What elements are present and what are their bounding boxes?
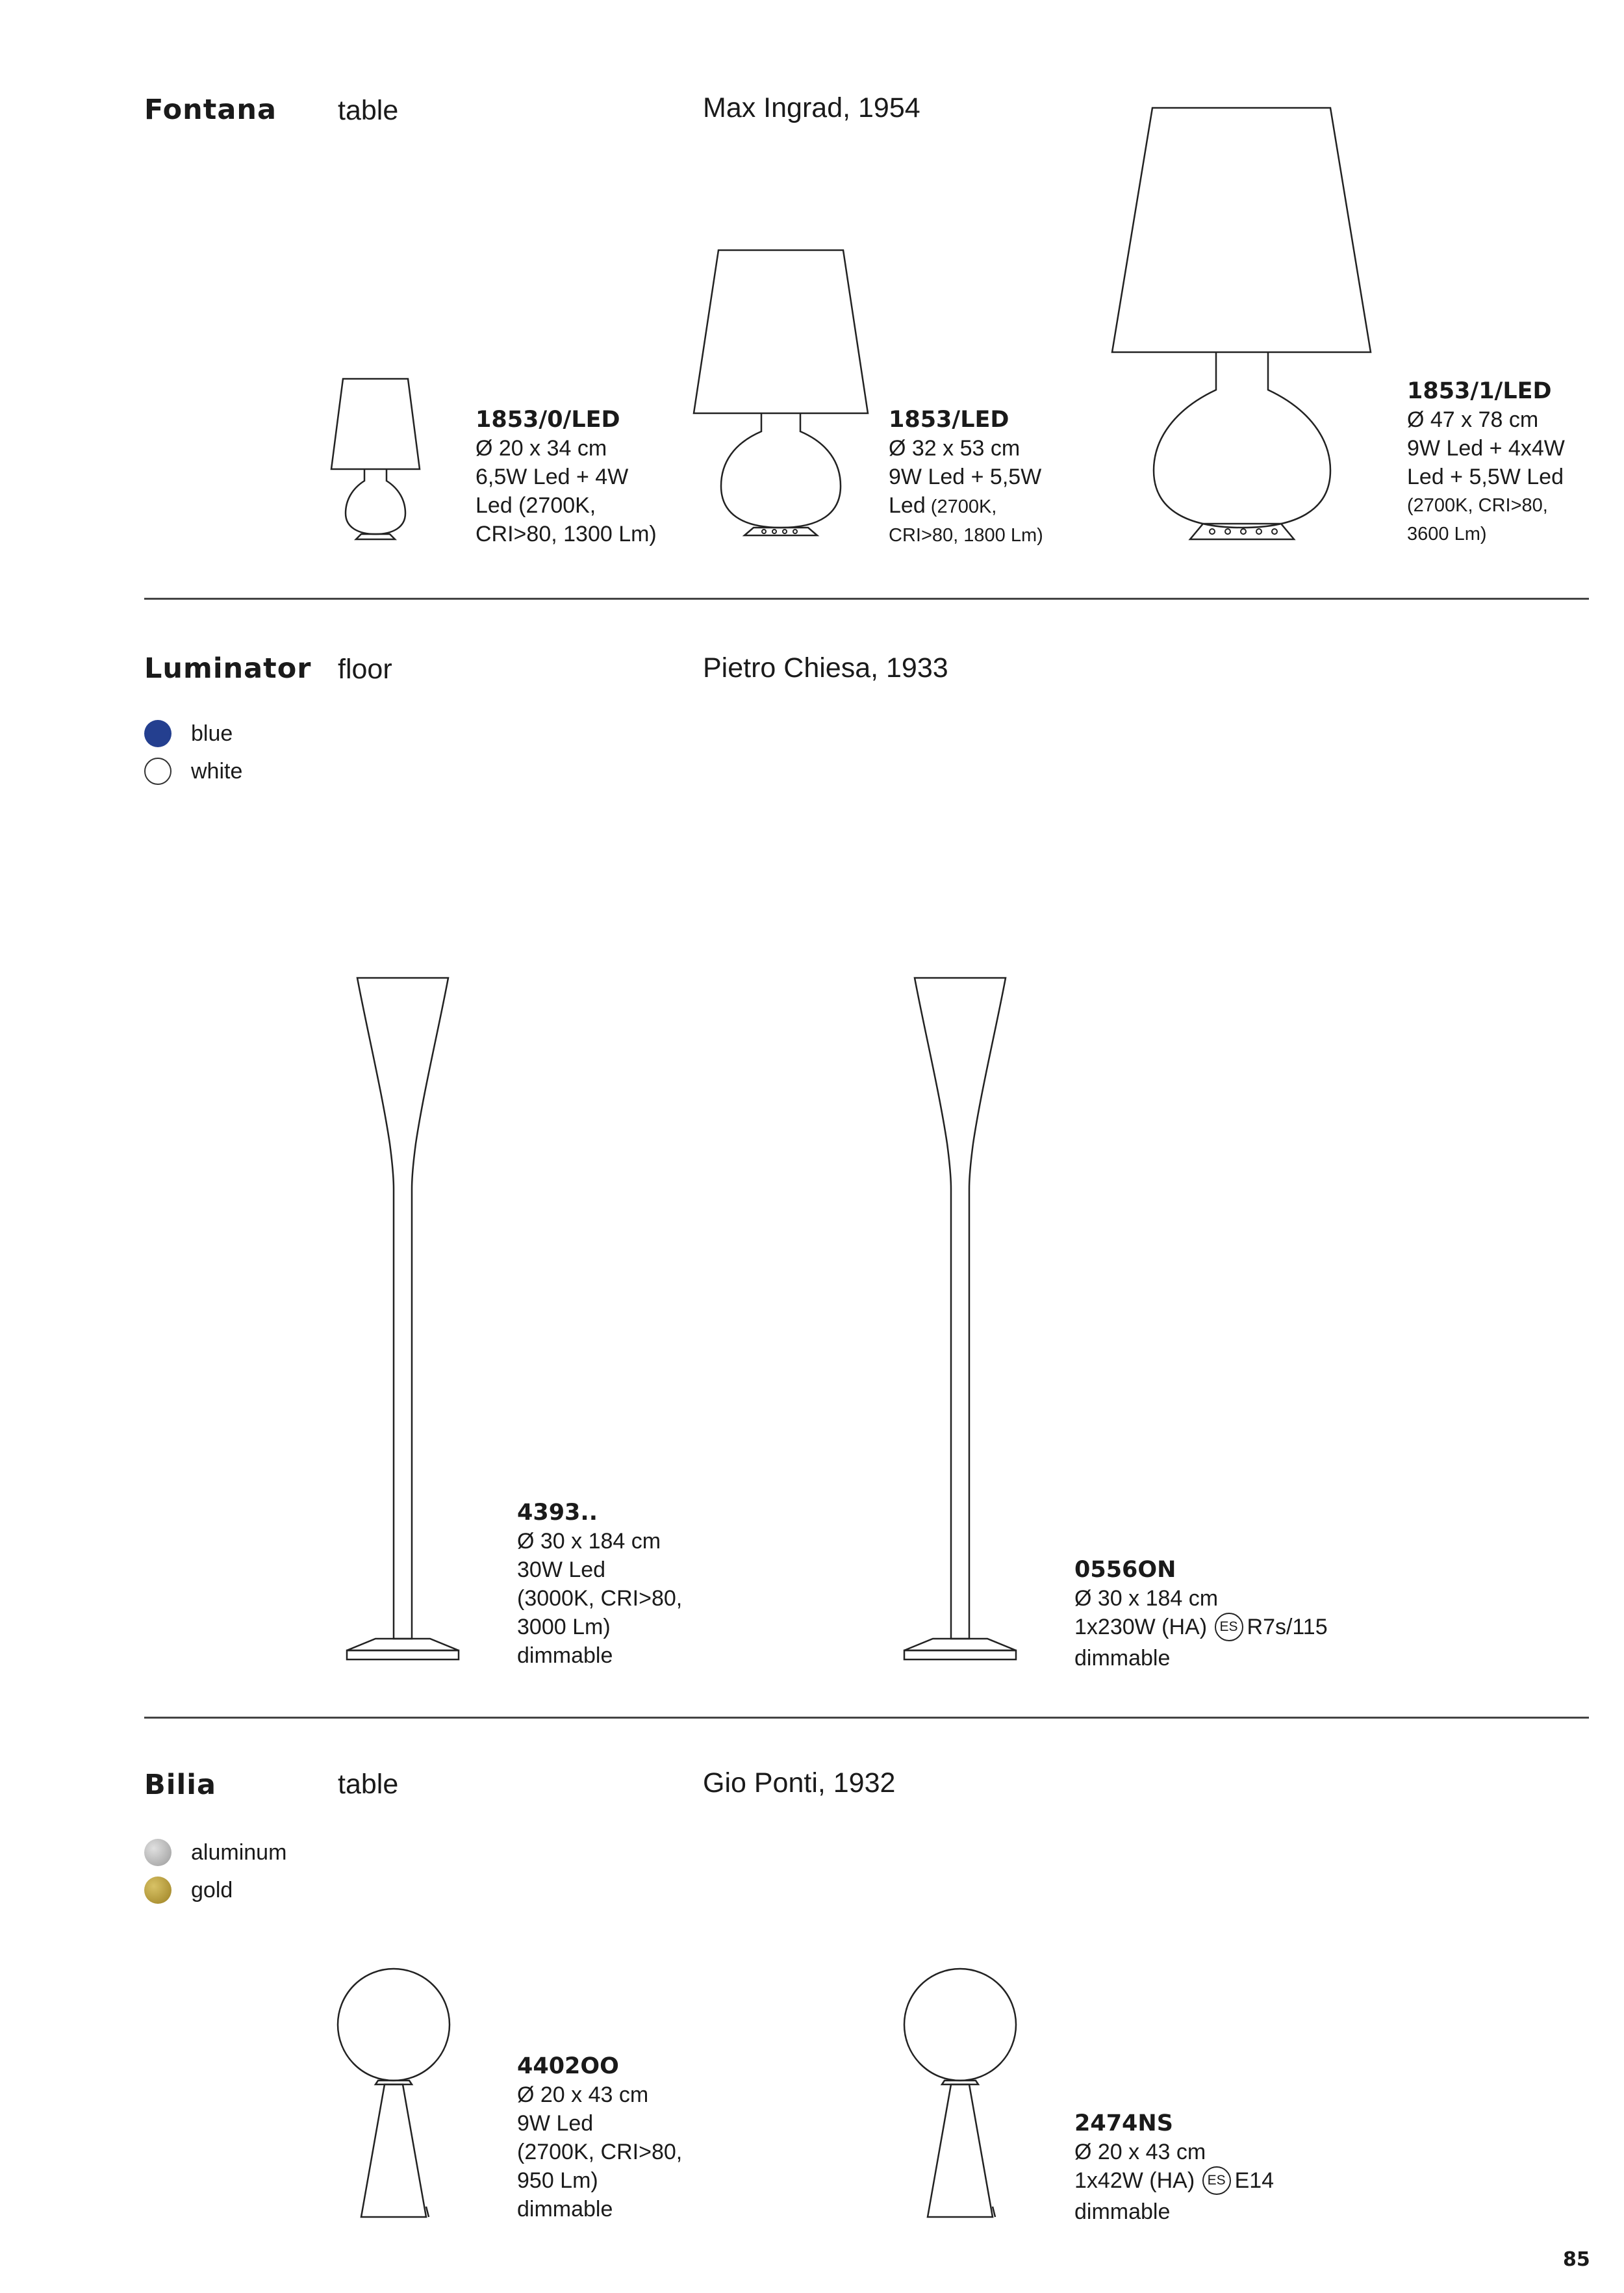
product-code: 1853/1/LED [1407, 378, 1552, 404]
product-code: 2474NS [1074, 2110, 1173, 2136]
spec-line: Ø 47 x 78 cm [1407, 407, 1539, 432]
spec-line: (3000K, CRI>80, [517, 1586, 683, 1611]
spec-line: dimmable [517, 1643, 613, 1668]
finish-label: blue [191, 721, 233, 746]
product-code: 4393.. [517, 1500, 598, 1526]
spec-line: dimmable [1074, 2199, 1171, 2225]
spec-line: E14 [1234, 2168, 1275, 2193]
spec-line: 950 Lm) [517, 2168, 598, 2193]
spec-line: CRI>80, 1300 Lm) [476, 522, 657, 546]
spec-line: dimmable [1074, 1646, 1171, 1671]
product-code: 4402OO [517, 2053, 619, 2079]
product-code: 0556ON [1074, 1557, 1176, 1583]
spec-line: 1x42W (HA) [1074, 2168, 1195, 2193]
designer-luminator: Pietro Chiesa, 1933 [703, 652, 948, 684]
page-number: 85 [1563, 2248, 1590, 2271]
product-name-fontana: Fontana [144, 94, 277, 126]
spec-line: Led + 5,5W Led [1407, 465, 1564, 489]
spec-line: 9W Led + 5,5W [889, 465, 1042, 489]
spec-line: 9W Led + 4x4W [1407, 436, 1565, 461]
spec-line: 3000 Lm) [517, 1615, 611, 1639]
designer-bilia: Gio Ponti, 1932 [703, 1767, 896, 1799]
spec-line: Ø 32 x 53 cm [889, 436, 1021, 461]
es-bulb-icon: ES [1202, 2166, 1231, 2195]
spec-line: Ø 20 x 43 cm [517, 2082, 649, 2107]
product-type-fontana: table [338, 95, 399, 126]
finish-label: white [191, 758, 243, 784]
spec-line: R7s/115 [1247, 1615, 1328, 1639]
spec-line: (2700K, CRI>80, [517, 2140, 683, 2164]
product-type-luminator: floor [338, 654, 392, 685]
spec-line: 30W Led [517, 1557, 606, 1582]
spec-line: Led (2700K, [476, 493, 596, 518]
product-name-luminator: Luminator [144, 652, 312, 685]
spec-line: Ø 30 x 184 cm [1074, 1586, 1219, 1611]
finish-label: aluminum [191, 1839, 287, 1865]
product-name-bilia: Bilia [144, 1769, 217, 1801]
spec-line-small: (2700K, CRI>80, [1407, 495, 1548, 516]
spec-line: 9W Led [517, 2111, 594, 2136]
designer-fontana: Max Ingrad, 1954 [703, 92, 920, 123]
spec-line-small: (2700K, [925, 496, 997, 517]
spec-line: Ø 20 x 43 cm [1074, 2140, 1206, 2164]
es-bulb-icon: ES [1215, 1613, 1243, 1641]
spec-2474ns [1074, 2109, 1274, 2226]
finish-label: gold [191, 1877, 233, 1902]
spec-line: dimmable [517, 2197, 613, 2222]
spec-line-small: CRI>80, 1800 Lm) [889, 525, 1043, 546]
spec-line: Ø 30 x 184 cm [517, 1529, 661, 1554]
spec-4402oo [517, 2052, 682, 2223]
spec-line: 6,5W Led + 4W [476, 465, 629, 489]
bilia-2474ns-illustration [904, 1969, 1016, 2217]
spec-line: Ø 20 x 34 cm [476, 436, 607, 461]
spec-line: Led [889, 493, 926, 518]
bilia-4402oo-illustration [338, 1969, 450, 2217]
spec-line-small: 3600 Lm) [1407, 524, 1487, 544]
product-type-bilia: table [338, 1769, 399, 1800]
product-code: 1853/LED [889, 407, 1009, 433]
spec-line: 1x230W (HA) [1074, 1615, 1208, 1639]
product-code: 1853/0/LED [476, 407, 620, 433]
